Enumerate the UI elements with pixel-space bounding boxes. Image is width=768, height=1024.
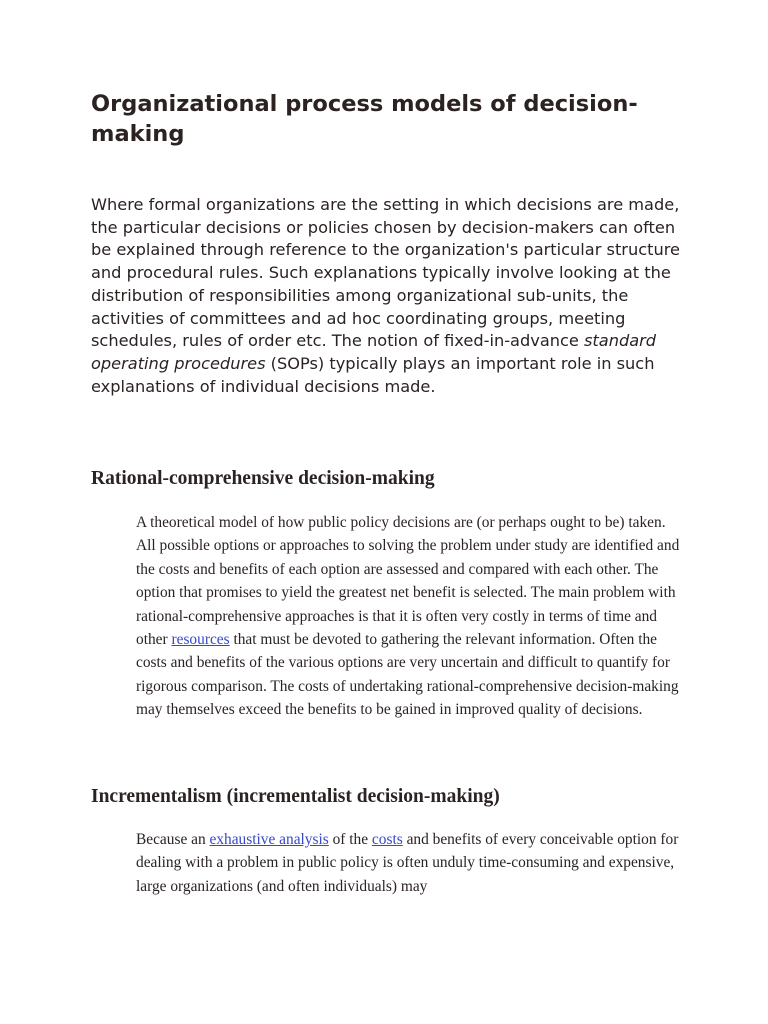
- costs-link[interactable]: costs: [371, 831, 403, 848]
- incremental-text-start: Because an: [136, 831, 210, 848]
- section-heading-rational: Rational-comprehensive decision-making: [91, 468, 435, 489]
- incremental-text-end: and benefits of every conceivable option for dealing with a problem in public policy is often unduly time-consuming and expensive, large organizations (and often individuals) may: [136, 831, 679, 895]
- resources-link[interactable]: resources: [171, 631, 230, 649]
- incremental-text-mid: of the: [328, 831, 372, 848]
- section-heading-incrementalism: Incrementalism (incrementalist decision-making): [91, 786, 500, 807]
- exhaustive-analysis-link[interactable]: exhaustive analysis: [209, 831, 329, 848]
- intro-text-part2: (SOPs) typically plays an important role in such explanations of individual decisions made.: [91, 353, 655, 396]
- page-title: Organizational process models of decision-making: [91, 91, 638, 147]
- intro-text-part1: Where formal organizations are the setting in which decisions are made, the particular decisions or policies chosen by decision-makers can often be explained through reference to the organization's particular structure and procedural rules. Such explanations typically involve looking at the distribution of responsibilities among organizational sub-units, the activities of committees and ad hoc coordinating groups, meeting schedules, rules of order etc. The notion of fixed-in-advance: [91, 195, 680, 351]
- intro-emphasis: standard operating procedures: [91, 331, 657, 373]
- rational-text-before-link: A theoretical model of how public policy decisions are (or perhaps ought to be) taken. All possible options or approaches to solving the problem under study are identified and the costs and benefits of each option are assessed and compared with each other. The option that promises to yield the greatest net benefit is selected. The main problem with rational-comprehensive approaches is that it is often very costly in terms of time and other: [136, 514, 680, 649]
- rational-paragraph: [136, 511, 681, 722]
- intro-paragraph: [91, 194, 691, 398]
- rational-text-after-link: that must be devoted to gathering the relevant information. Often the costs and benefits of the various options are very uncertain and difficult to quantify for rigorous comparison. The costs of undertaking rational-comprehensive decision-making may themselves exceed the benefits to be gained in improved quality of decisions.: [136, 631, 679, 719]
- incrementalism-paragraph: [136, 828, 681, 898]
